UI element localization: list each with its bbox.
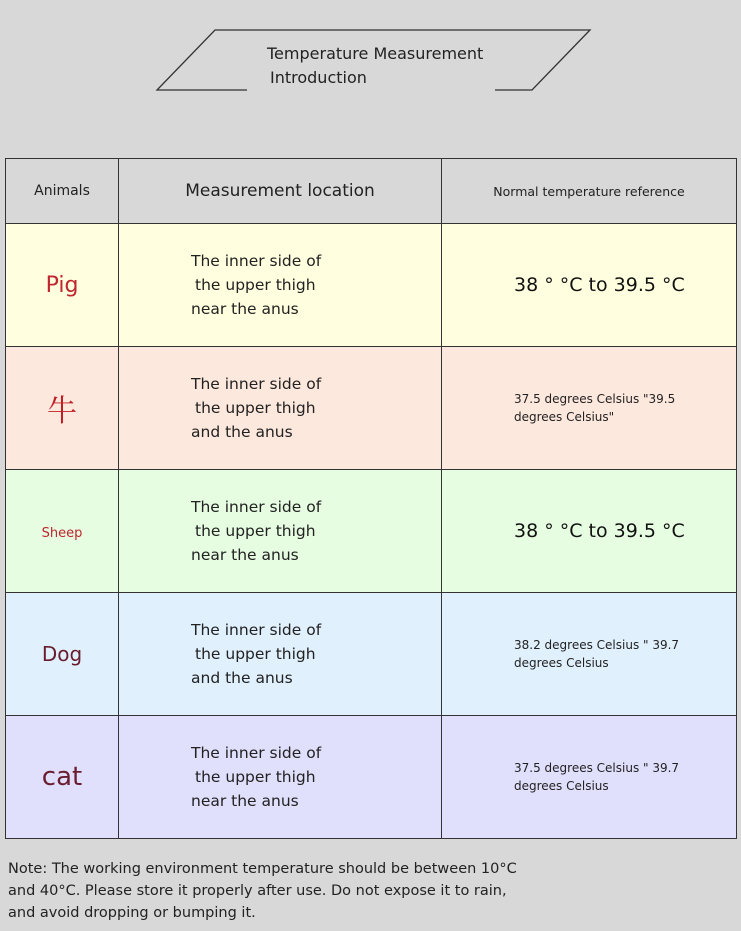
- table-header-row: [6, 159, 737, 224]
- table-row: [6, 593, 737, 716]
- location-line: The inner side of: [191, 621, 322, 639]
- header-measurement-location: Measurement location: [119, 159, 442, 224]
- animal-cell: [6, 593, 119, 716]
- temperature-cell: [442, 470, 737, 593]
- location-cell: [119, 224, 442, 347]
- animal-cell: [6, 347, 119, 470]
- temperature-cell: [442, 224, 737, 347]
- location-line: the upper thigh: [195, 276, 316, 294]
- animal-cell: [6, 470, 119, 593]
- location-line: The inner side of: [191, 744, 322, 762]
- temperature-cell: [442, 716, 737, 839]
- temperature-value: 38 ° °C to 39.5 °C: [514, 274, 685, 296]
- header-normal-temperature: Normal temperature reference: [442, 159, 737, 224]
- temperature-cell: [442, 347, 737, 470]
- location-line: the upper thigh: [195, 645, 316, 663]
- location-line: The inner side of: [191, 498, 322, 516]
- temperature-cell: [442, 593, 737, 716]
- animal-cell: [6, 716, 119, 839]
- header-animals: Animals: [6, 159, 119, 224]
- location-line: the upper thigh: [195, 768, 316, 786]
- animal-cell: [6, 224, 119, 347]
- location-line: near the anus: [191, 546, 299, 564]
- location-line: and the anus: [191, 669, 293, 687]
- temperature-value: 37.5 degrees Celsius "39.5 degrees Celsius": [514, 392, 676, 424]
- table-row: [6, 470, 737, 593]
- animal-name: Sheep: [41, 525, 83, 541]
- title-line-2: Introduction: [270, 68, 367, 87]
- animal-name: 牛: [47, 394, 77, 429]
- animal-name: cat: [41, 762, 83, 792]
- location-line: and the anus: [191, 423, 293, 441]
- title-line-1: Temperature Measurement: [267, 44, 484, 63]
- animal-name: Pig: [45, 272, 79, 298]
- location-cell: [119, 347, 442, 470]
- location-cell: [119, 470, 442, 593]
- page-title: [255, 42, 495, 90]
- location-line: near the anus: [191, 300, 299, 318]
- table-row: [6, 347, 737, 470]
- location-line: the upper thigh: [195, 522, 316, 540]
- location-cell: [119, 593, 442, 716]
- location-line: The inner side of: [191, 252, 322, 270]
- location-line: near the anus: [191, 792, 299, 810]
- title-banner: [155, 28, 592, 92]
- temperature-table: [5, 158, 737, 839]
- location-line: the upper thigh: [195, 399, 316, 417]
- temperature-value: 37.5 degrees Celsius " 39.7 degrees Celsius: [514, 761, 680, 793]
- usage-note: Note: The working environment temperature should be between 10°C and 40°C. Please store it properly after use. Do not expose it to rain, and avoid dropping or bumping it.: [8, 861, 517, 921]
- location-line: The inner side of: [191, 375, 322, 393]
- location-cell: [119, 716, 442, 839]
- temperature-value: 38.2 degrees Celsius " 39.7 degrees Celsius: [514, 638, 680, 670]
- animal-name: Dog: [41, 642, 83, 666]
- table-row: [6, 716, 737, 839]
- temperature-value: 38 ° °C to 39.5 °C: [514, 520, 685, 542]
- table-row: [6, 224, 737, 347]
